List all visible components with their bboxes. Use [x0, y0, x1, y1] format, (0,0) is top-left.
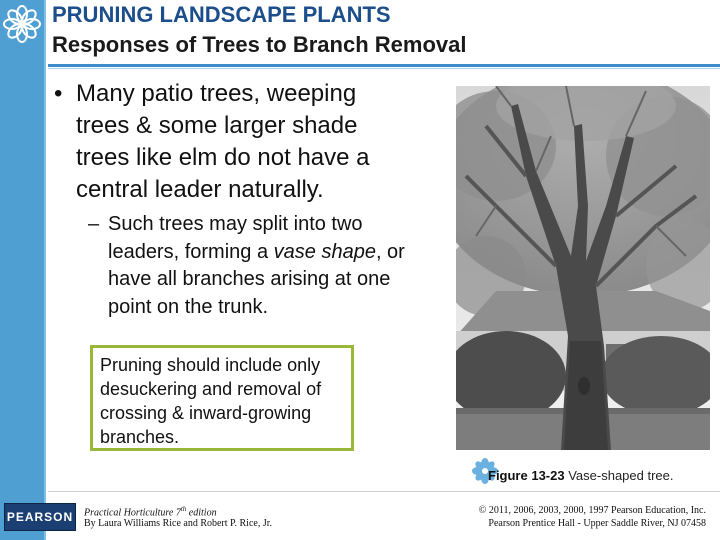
left-band-edge: [44, 0, 46, 540]
book-authors: By Laura Williams Rice and Robert P. Rice, Jr.: [84, 518, 272, 529]
slide-title: PRUNING LANDSCAPE PLANTS: [52, 2, 391, 27]
bullet-sub-text: [88, 211, 428, 321]
bullet-sub-text-italic: vase shape: [273, 240, 376, 263]
figure-caption-text: [488, 468, 674, 483]
figure-caption: [472, 458, 712, 488]
bullet-marker: •: [54, 80, 63, 107]
pearson-logo: PEARSON: [4, 503, 76, 531]
left-band: [0, 0, 44, 540]
title-divider: [48, 64, 720, 67]
vase-shaped-tree-photo: [456, 86, 710, 450]
book-title-sup: th: [180, 505, 187, 513]
publisher-text: Pearson Prentice Hall - Upper Saddle River, NJ 07458: [488, 518, 706, 529]
callout-box: Pruning should include only desuckering and removal of crossing & inward-growing branches.: [90, 345, 354, 451]
book-title-main: Practical Horticulture 7: [84, 507, 181, 519]
bullet-main: [54, 78, 414, 206]
figure-caption-body: Vase-shaped tree.: [568, 468, 674, 483]
book-title: [84, 505, 217, 518]
figure-label: Figure 13-23: [488, 468, 565, 483]
bullet-main-text: Many patio trees, weeping trees & some larger shade trees like elm do not have a central leader naturally.: [76, 80, 370, 203]
flower-icon: [2, 4, 42, 44]
bullet-sub-text-after: , or have all branches arising at one point on the trunk.: [108, 240, 405, 318]
title-divider-light: [48, 68, 720, 69]
slide-subtitle: Responses of Trees to Branch Removal: [52, 32, 467, 57]
bullet-sub: [88, 211, 428, 321]
book-title-edition: edition: [186, 507, 217, 519]
footer-divider: [48, 491, 720, 492]
sub-bullet-marker: –: [88, 213, 100, 235]
copyright-text: © 2011, 2006, 2003, 2000, 1997 Pearson Education, Inc.: [478, 505, 706, 516]
bullet-sub-text-before: Such trees may split into two leaders, forming a: [108, 213, 363, 263]
